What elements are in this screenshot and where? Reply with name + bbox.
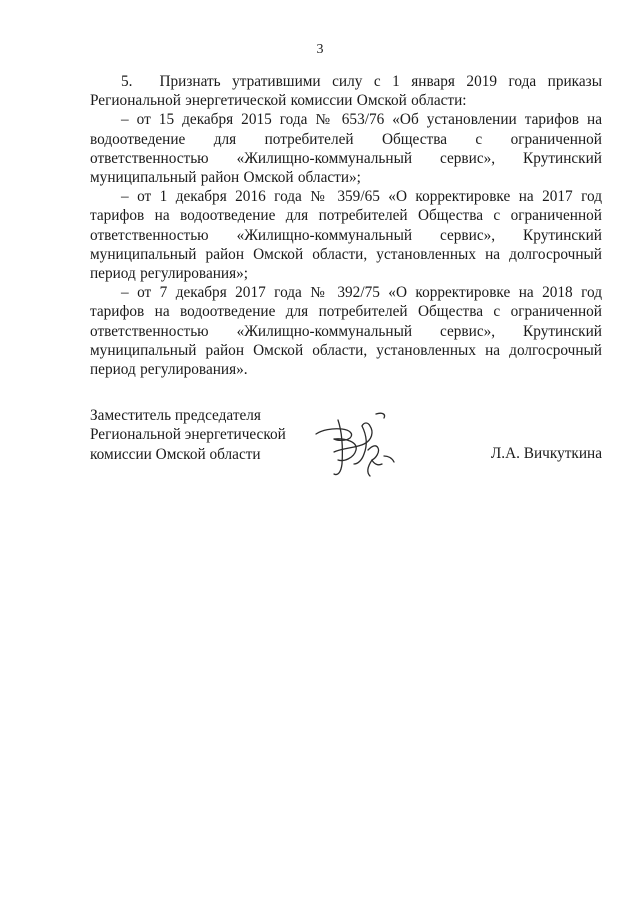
page-number: 3 xyxy=(316,42,324,57)
list-item-text: – от 1 декабря 2016 года № 359/65 «О корректировке на 2017 год тарифов на водоотведение для потребителей Общества с ограниченной ответственностью «Жилищно-коммунальный сервис», Крутинский муниципальный район Омской области, установленных на долгосрочный период регулирования»; xyxy=(90,188,602,283)
paragraph-number: 5. xyxy=(121,73,133,90)
paragraph-text: Признать утратившими силу с 1 января 2019 года приказы Региональной энергетической комиссии Омской области: xyxy=(90,73,602,110)
signatory-position-line: комиссии Омской области xyxy=(90,445,261,463)
document-body xyxy=(90,72,602,379)
list-item-order-2015 xyxy=(90,110,602,187)
signatory-position-line: Региональной энергетической xyxy=(90,426,286,444)
signature-block xyxy=(90,406,602,486)
signatory-position xyxy=(90,406,286,464)
signatory-name: Л.А. Вичкуткина xyxy=(490,445,602,462)
handwritten-signature xyxy=(312,408,404,480)
paragraph-item-5 xyxy=(90,72,602,110)
signatory-position-line: Заместитель председателя xyxy=(90,407,261,424)
list-item-order-2016 xyxy=(90,187,602,283)
list-item-text: – от 15 декабря 2015 года № 653/76 «Об установлении тарифов на водоотведение для потребителей Общества с ограниченной ответственностью «Жилищно-коммунальный сервис», Крутинский муниципальный район Омской области»; xyxy=(90,111,602,187)
list-item-text: – от 7 декабря 2017 года № 392/75 «О корректировке на 2018 год тарифов на водоотведение для потребителей Общества с ограниченной ответственностью «Жилищно-коммунальный сервис», Крутинский муниципальный район Омской области, установленных на долгосрочный период регулирования». xyxy=(90,284,602,379)
list-item-order-2017 xyxy=(90,283,602,379)
